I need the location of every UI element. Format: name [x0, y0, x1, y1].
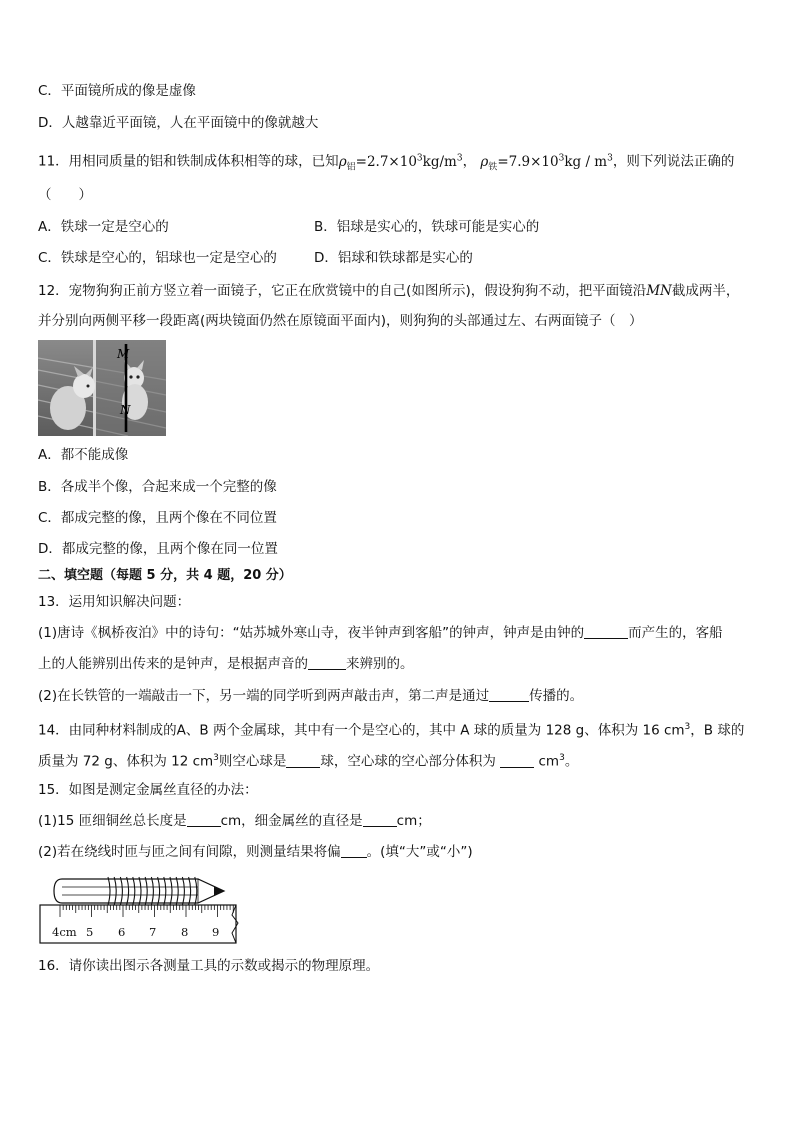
- rho-al-unit: kg/m: [422, 153, 457, 170]
- q14-line2: [38, 748, 578, 772]
- q13-p2a: (2)在长铁管的一端敲击一下，另一端的同学听到两声敲击声，第二声是通过: [38, 688, 490, 704]
- q13-p1a: (1)唐诗《枫桥夜泊》中的诗句：“姑苏城外寒山寺，夜半钟声到客船”的钟声，钟声是由钟的: [38, 625, 585, 641]
- rho-al-value: =2.7×10: [355, 153, 417, 170]
- q10-option-c: C．平面镜所成的像是虚像: [38, 83, 196, 99]
- ruler-label-7: 7: [149, 925, 157, 939]
- ruler-label-4cm: 4cm: [52, 925, 77, 939]
- q13-blank-3: [489, 687, 529, 702]
- q12-stem-line2: 并分别向两侧平移一段距离(两块镜面仍然在原镜面平面内)，则狗狗的头部通过左、右两面镜子（ ）: [38, 313, 643, 329]
- q14-l2d: cm: [538, 753, 560, 770]
- rho-fe-sub: 铁: [488, 162, 498, 173]
- q11-option-c: C．铁球是空心的，铝球也一定是空心的: [38, 250, 277, 266]
- q12-option-b: B．各成半个像，合起来成一个完整的像: [38, 479, 277, 495]
- q13-p1d: 来辨别的。: [346, 656, 414, 672]
- q15-p1c: cm；: [396, 813, 431, 829]
- q13-p1b: 而产生的，客船: [628, 625, 723, 641]
- q15-p2a: (2)若在绕线时匝与匝之间有间隙，则测量结果将偏: [38, 844, 341, 860]
- dog-mirror-figure: [38, 340, 166, 436]
- q14-l2-exp2: 3: [559, 753, 565, 763]
- q15-part1: [38, 811, 431, 831]
- q14-blank-2: [500, 753, 534, 768]
- q11-stem-a: 11．用相同质量的铝和铁制成体积相等的球，已知: [38, 153, 339, 170]
- wire-ruler-figure: [38, 871, 243, 945]
- q13-blank-1: [584, 624, 628, 639]
- rho-al-exp: 3: [416, 153, 423, 163]
- q15-p1b: cm，细金属丝的直径是: [220, 813, 363, 829]
- q12-stem-1a: 12．宠物狗狗正前方竖立着一面镜子，它正在欣赏镜中的自己(如图所示)，假设狗狗不动，把平面镜沿: [38, 283, 647, 299]
- ruler-label-9: 9: [212, 925, 220, 939]
- q14-l1-exp: 3: [684, 722, 691, 732]
- ruler-label-8: 8: [181, 925, 189, 939]
- section-fill-in-heading: 二、填空题（每题 5 分，共 4 题，20 分）: [38, 568, 292, 583]
- q13-part2: [38, 686, 583, 706]
- q11-sep: ，: [462, 153, 477, 170]
- q15-blank-3: [341, 843, 367, 858]
- q14-l1: 14．由同种材料制成的A、B 两个金属球，其中有一个是空心的，其中 A 球的质量为 128 g、体积为 16 cm: [38, 722, 685, 739]
- q12-option-d: D．都成完整的像，且两个像在同一位置: [38, 541, 278, 557]
- q16-stem: 16．请你读出图示各测量工具的示数或揭示的物理原理。: [38, 958, 380, 974]
- rho-fe-symbol: ρ: [480, 153, 489, 170]
- q15-blank-2: [363, 812, 397, 827]
- q13-stem: 13．运用知识解决问题：: [38, 594, 191, 610]
- dog-mirror-illustration: [38, 340, 166, 436]
- fig-label-n: N: [120, 403, 131, 417]
- q12-stem-1b: 截成两半，: [671, 283, 740, 299]
- ruler-label-6: 6: [118, 925, 126, 939]
- q11-stem-b: ，则下列说法正确的: [612, 153, 735, 170]
- rho-fe-unit-exp: 3: [607, 153, 613, 163]
- q15-stem: 15．如图是测定金属丝直径的办法：: [38, 782, 258, 798]
- q15-part2: [38, 842, 473, 862]
- q12-option-a: A．都不能成像: [38, 447, 129, 463]
- q12-stem-line1: [38, 281, 739, 301]
- rho-al-unit-exp: 3: [456, 153, 463, 163]
- q11-paren: （ ）: [38, 187, 92, 203]
- rho-fe-exp: 3: [558, 153, 565, 163]
- q10-option-d: D．人越靠近平面镜，人在平面镜中的像就越大: [38, 115, 319, 131]
- q14-l2c: 球，空心球的空心部分体积为: [320, 753, 496, 770]
- q14-l1-end: ，B 球的: [690, 722, 745, 739]
- q14-l2-exp: 3: [213, 753, 219, 763]
- ruler-label-5: 5: [86, 925, 94, 939]
- fig-label-m: M: [117, 347, 130, 361]
- q11-option-a: A．铁球一定是空心的: [38, 219, 169, 235]
- q14-l2b: 则空心球是: [218, 753, 287, 770]
- q11-stem: [38, 148, 734, 177]
- q15-blank-1: [187, 812, 221, 827]
- q15-p2b: 。(填“大”或“小”): [366, 844, 473, 860]
- rho-al-formula: [338, 153, 463, 173]
- q13-part1-line2: [38, 654, 414, 674]
- rho-fe-unit: kg / m: [564, 153, 608, 170]
- rho-al-sub: 铝: [346, 162, 356, 173]
- q13-blank-2: [308, 655, 346, 670]
- q12-mn: MN: [646, 283, 672, 299]
- rho-fe-formula: [480, 153, 613, 173]
- q11-option-d: D．铝球和铁球都是实心的: [314, 250, 473, 266]
- wire-ruler-illustration: [38, 871, 243, 945]
- q15-p1a: (1)15 匝细铜丝总长度是: [38, 813, 187, 829]
- q12-option-c: C．都成完整的像，且两个像在不同位置: [38, 510, 277, 526]
- q13-p2b: 传播的。: [529, 688, 584, 704]
- rho-al-symbol: ρ: [338, 153, 347, 170]
- q14-line1: [38, 717, 744, 741]
- q13-part1-line1: [38, 623, 723, 643]
- q14-l2a: 质量为 72 g、体积为 12 cm: [38, 753, 214, 770]
- q14-blank-1: [286, 753, 320, 768]
- q13-p1c: 上的人能辨别出传来的是钟声，是根据声音的: [38, 656, 308, 672]
- rho-fe-value: =7.9×10: [497, 153, 559, 170]
- q11-option-b: B．铝球是实心的，铁球可能是实心的: [314, 219, 540, 235]
- q14-l2e: 。: [564, 753, 579, 770]
